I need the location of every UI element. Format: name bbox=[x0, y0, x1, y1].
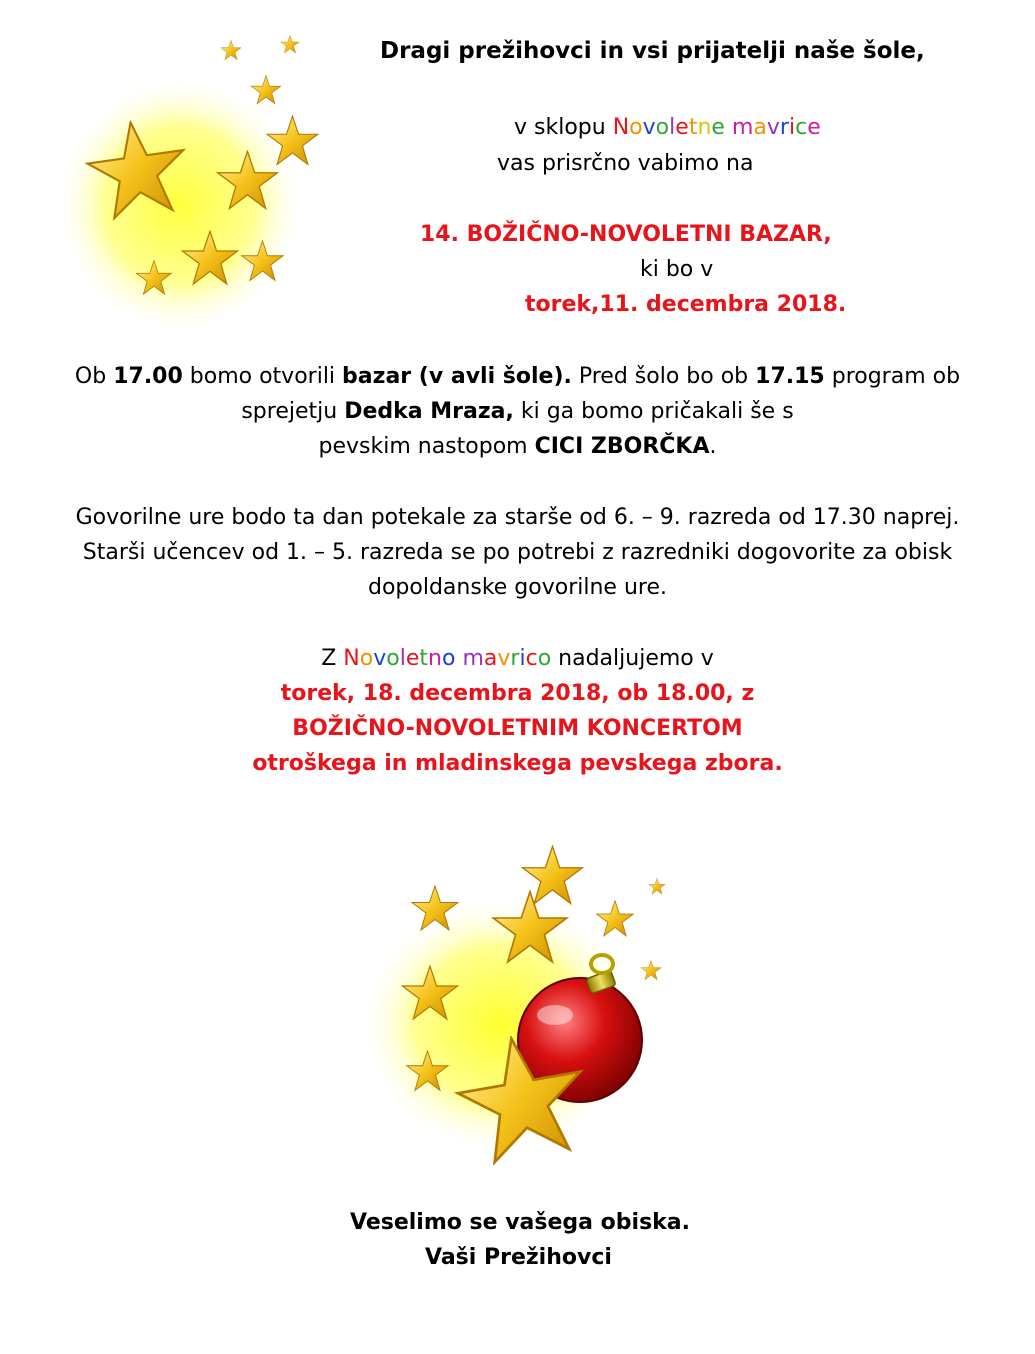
rainbow-letter: a bbox=[753, 115, 767, 140]
intro-prefix: v sklopu bbox=[514, 115, 613, 140]
program-line-2 bbox=[0, 397, 1035, 427]
intro-line-2: vas prisrčno vabimo na bbox=[497, 151, 754, 176]
rainbow-letter: i bbox=[519, 646, 526, 671]
rainbow-letter: m bbox=[731, 115, 754, 140]
time-program: 17.15 bbox=[755, 364, 825, 389]
text: nadaljujemo v bbox=[551, 646, 714, 671]
bazar-location: bazar (v avli šole). bbox=[342, 364, 572, 389]
star-icon bbox=[251, 76, 280, 104]
text: . bbox=[709, 434, 717, 459]
meetings-line-1: Govorilne ure bodo ta dan potekale za starše od 6. – 9. razreda od 17.30 naprej. bbox=[75, 505, 960, 530]
star-icon bbox=[221, 40, 241, 59]
rainbow-letter: o bbox=[537, 646, 552, 671]
text: Ob bbox=[74, 364, 114, 389]
meetings-line-3: dopoldanske govorilne ure. bbox=[368, 575, 667, 600]
ornament-decoration-bottom bbox=[350, 840, 690, 1170]
rainbow-letter: e bbox=[711, 115, 725, 140]
rainbow-letter: e bbox=[675, 115, 689, 140]
rainbow-letter: e bbox=[807, 115, 821, 140]
star-icon bbox=[597, 901, 634, 936]
rainbow-letter: n bbox=[697, 115, 712, 140]
rainbow-letter: o bbox=[386, 646, 400, 671]
rainbow-letter: n bbox=[428, 646, 442, 671]
cici-zborcek: CICI ZBORČKA bbox=[534, 434, 710, 459]
text: Pred šolo bo ob bbox=[571, 364, 756, 389]
star-icon bbox=[281, 35, 299, 53]
text: pevskim nastopom bbox=[318, 434, 535, 459]
rainbow-letter: c bbox=[525, 646, 538, 671]
event-title: 14. BOŽIČNO-NOVOLETNI BAZAR, bbox=[420, 222, 832, 247]
rainbow-letter: t bbox=[688, 115, 698, 140]
rainbow-letter: l bbox=[399, 646, 406, 671]
rainbow-letter: i bbox=[788, 115, 796, 140]
meetings-line-2: Starši učencev od 1. – 5. razreda se po potrebi z razredniki dogovorite za obisk bbox=[82, 540, 953, 565]
greeting: Dragi prežihovci in vsi prijatelji naše šole, bbox=[380, 38, 925, 64]
program-line-1 bbox=[0, 362, 1035, 392]
dedek-mraz: Dedka Mraza, bbox=[344, 399, 514, 424]
rainbow-letter: N bbox=[343, 646, 360, 671]
rainbow-letter: t bbox=[419, 646, 429, 671]
rainbow-letter bbox=[725, 115, 732, 140]
closing-line-1: Veselimo se vašega obiska. bbox=[350, 1210, 691, 1235]
rainbow-letter: o bbox=[655, 115, 670, 140]
concert-line-1 bbox=[0, 644, 1035, 674]
concert-title: BOŽIČNO-NOVOLETNIM KONCERTOM bbox=[292, 716, 743, 741]
event-ki-bo: ki bo v bbox=[640, 257, 714, 282]
concert-date: torek, 18. decembra 2018, ob 18.00, z bbox=[280, 681, 755, 706]
rainbow-letter: c bbox=[795, 115, 808, 140]
event-date: torek,11. decembra 2018. bbox=[525, 292, 847, 317]
rainbow-letter: e bbox=[405, 646, 420, 671]
text: program ob bbox=[824, 364, 961, 389]
closing-signature: Vaši Prežihovci bbox=[425, 1245, 612, 1270]
text: Z bbox=[321, 646, 344, 671]
star-icon bbox=[641, 960, 661, 979]
concert-choirs: otroškega in mladinskega pevskega zbora. bbox=[252, 751, 783, 776]
rainbow-letter: v bbox=[497, 646, 511, 671]
rainbow-letter: o bbox=[359, 646, 374, 671]
rainbow-letter: r bbox=[510, 646, 520, 671]
rainbow-letter: N bbox=[612, 115, 630, 140]
text: bomo otvorili bbox=[182, 364, 343, 389]
rainbow-letter: a bbox=[483, 646, 498, 671]
time-bazar: 17.00 bbox=[113, 364, 183, 389]
rainbow-letter: r bbox=[779, 115, 789, 140]
program-line-3 bbox=[0, 432, 1035, 462]
rainbow-letter: v bbox=[373, 646, 387, 671]
intro-line-1 bbox=[514, 113, 821, 143]
rainbow-letter: v bbox=[766, 115, 780, 140]
stars-decoration-top bbox=[60, 30, 350, 340]
rainbow-text-novoletne-mavrice bbox=[613, 115, 821, 140]
rainbow-letter: o bbox=[442, 646, 456, 671]
rainbow-letter: o bbox=[629, 115, 643, 140]
rainbow-letter: v bbox=[642, 115, 656, 140]
text: ki ga bomo pričakali še s bbox=[513, 399, 794, 424]
rainbow-letter: l bbox=[669, 115, 676, 140]
text: sprejetju bbox=[241, 399, 345, 424]
rainbow-letter: m bbox=[462, 646, 484, 671]
star-icon bbox=[649, 878, 666, 894]
rainbow-text-novoletno-mavrico bbox=[343, 646, 551, 671]
